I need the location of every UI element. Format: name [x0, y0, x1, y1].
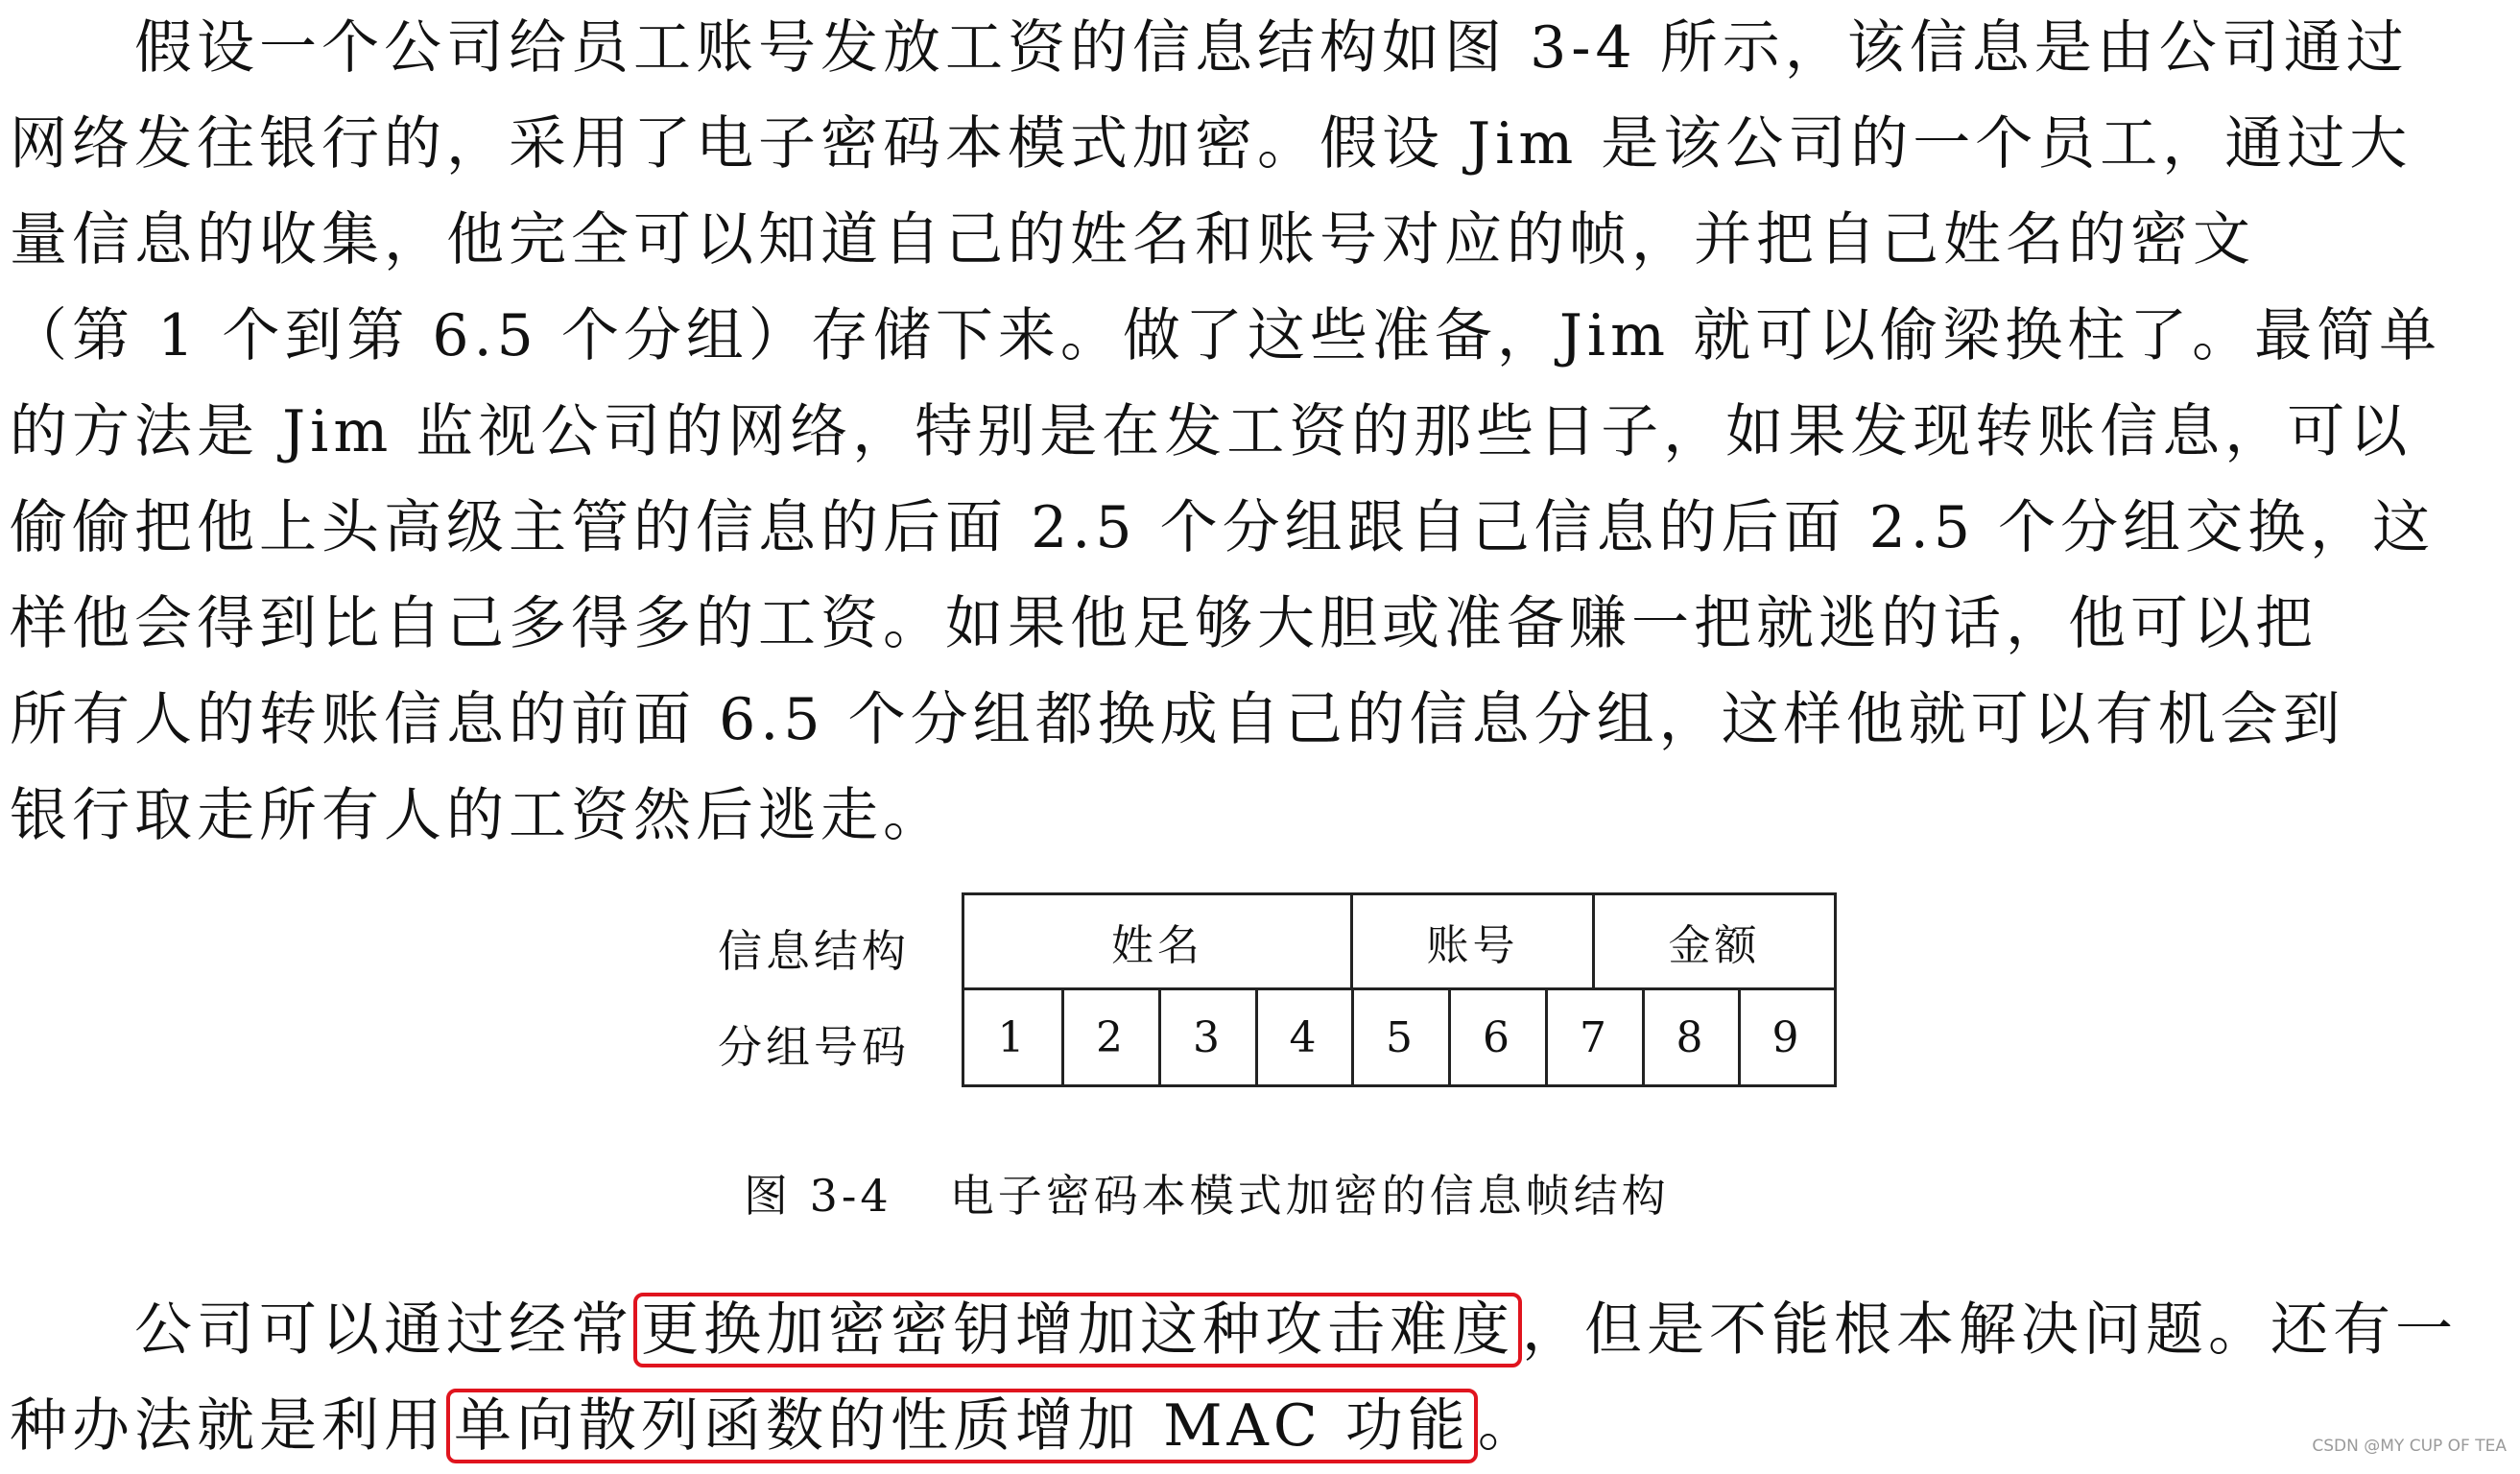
paragraph-line: 假设一个公司给员工账号发放工资的信息结构如图 3-4 所示，该信息是由公司通过 — [134, 14, 2409, 82]
field-cell-amount: 金额 — [1592, 895, 1834, 987]
line-text: 种办法就是利用 — [10, 1392, 446, 1460]
paragraph-line: 网络发往银行的，采用了电子密码本模式加密。假设 Jim 是该公司的一个员工，通过大 — [10, 110, 2413, 178]
paragraph-line: 量信息的收集，他完全可以知道自己的姓名和账号对应的帧，并把自己姓名的密文 — [10, 206, 2255, 273]
paragraph-line — [10, 1282, 2505, 1378]
line-text: 公司可以通过经常 — [134, 1296, 633, 1364]
paragraph-line: （第 1 个到第 6.5 个分组）存储下来。做了这些准备，Jim 就可以偷梁换柱了。最简单 — [10, 302, 2442, 369]
line-text: 。 — [1477, 1392, 1540, 1460]
paragraph-line — [10, 1378, 2505, 1474]
paragraph-line: 样他会得到比自己多得多的工资。如果他足够大胆或准备赚一把就逃的话，他可以把 — [10, 590, 2318, 657]
group-cell: 8 — [1642, 990, 1738, 1084]
figure-number: 图 3-4 — [744, 1170, 892, 1222]
paragraph-line: 的方法是 Jim 监视公司的网络，特别是在发工资的那些日子，如果发现转账信息，可以 — [10, 398, 2413, 465]
row-label-groups: 分组号码 — [718, 1021, 910, 1073]
group-cell: 1 — [997, 1012, 1029, 1062]
group-cell: 7 — [1545, 990, 1642, 1084]
group-cell: 4 — [1255, 990, 1351, 1084]
figure-caption — [744, 1161, 1670, 1224]
field-row — [962, 892, 1837, 990]
paragraph-line: 银行取走所有人的工资然后逃走。 — [10, 782, 945, 849]
paragraph-line: 所有人的转账信息的前面 6.5 个分组都换成自己的信息分组，这样他就可以有机会到 — [10, 686, 2345, 753]
group-cell: 9 — [1738, 990, 1834, 1084]
row-label-structure: 信息结构 — [718, 925, 910, 977]
body-paragraph-1 — [10, 0, 2505, 864]
field-cell-account: 账号 — [1350, 895, 1592, 987]
field-cell-name: 姓名 — [1111, 921, 1203, 970]
group-number-row — [962, 987, 1837, 1087]
group-cell: 5 — [1351, 990, 1448, 1084]
paragraph-line: 偷偷把他上头高级主管的信息的后面 2.5 个分组跟自己信息的后面 2.5 个分组交换，这 — [10, 494, 2436, 561]
body-paragraph-2 — [10, 1282, 2505, 1474]
group-cell: 3 — [1158, 990, 1255, 1084]
line-text: ，但是不能根本解决问题。还有一 — [1522, 1296, 2458, 1364]
group-cell: 6 — [1448, 990, 1545, 1084]
highlighted-phrase: 更换加密密钥增加这种攻击难度 — [633, 1293, 1522, 1367]
group-cell: 2 — [1061, 990, 1158, 1084]
highlighted-phrase: 单向散列函数的性质增加 MAC 功能 — [446, 1389, 1478, 1463]
watermark: CSDN @MY CUP OF TEA — [2312, 1437, 2507, 1456]
figure-title: 电子密码本模式加密的信息帧结构 — [949, 1170, 1670, 1222]
